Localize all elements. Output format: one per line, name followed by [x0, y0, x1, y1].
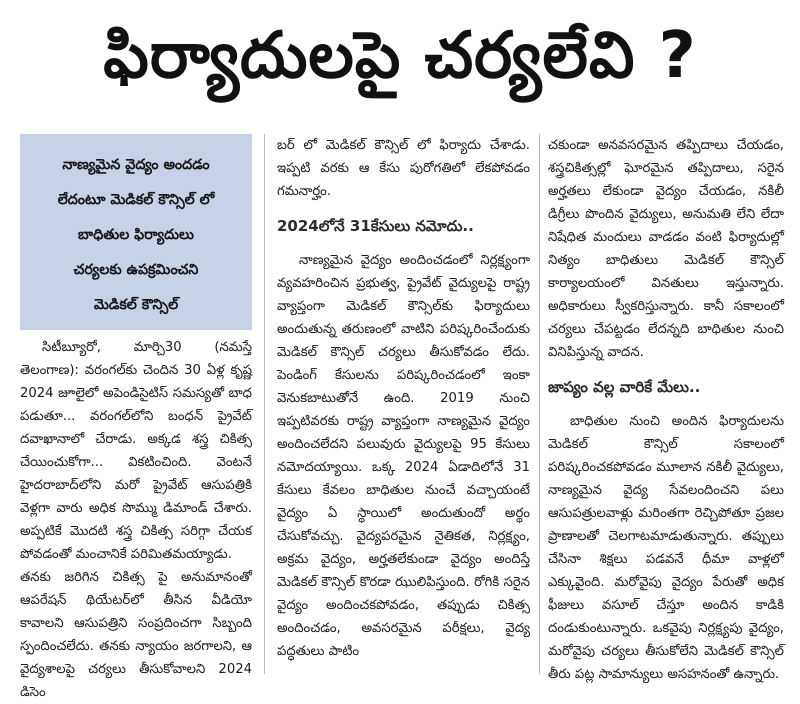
- paragraph: తనకు జరిగిన చికిత్స పై అనుమానంతో ఆపరేషన్ థియేటర్‌లో తీసిన వీడియో కావాలని ఆసుపత్రిని సంప్రదించగా సిబ్బంది స్పందించలేదు. తనకు న్యాయం జరగాలని, ఆ వైద్యశాలపై చర్యలు తీసుకోవాలని 2024 డిసెం: [20, 570, 252, 700]
- column-3: [548, 134, 784, 682]
- column-2: [277, 134, 530, 682]
- highlight-line: నాణ్యమైన వైద్యం అందడం: [62, 157, 210, 173]
- paragraph: సిటీబ్యూరో, మార్చి30 (నమస్తే తెలంగాణ): వరంగల్‌కు చెందిన 30 ఏళ్ల కృష్ణ 2024 జూలైలో అపెండిసైటిస్ సమస్యతో బాధ పడుతూ... వరంగల్‌లోని బంధన్ ప్రైవేట్ దవాఖానాలో చేరాడు. అక్కడ శస్త్ర చికిత్స చేయించుకోగా... వికటించింది. వెంటనే హైదరాబాద్‌లోని మరో ప్రైవేట్ ఆసుపత్రికి వెళ్లగా వారు అధిక సొమ్ము డిమాండ్ చేశారు. అప్పటికే మొదటి శస్త్ర చికిత్స సరిగ్గా చేయక పోవడంతో మంచానికే పరిమితమయ్యాడు.: [20, 340, 252, 562]
- section-heading: జాప్యం వల్ల వారికే మేలు..: [548, 378, 701, 396]
- section-heading: 2024లోనే 31కేసులు నమోదు..: [277, 217, 474, 235]
- paragraph: బాధితుల నుంచి అందిన ఫిర్యాదులను మెడికల్ కౌన్సిల్ సకాలంలో పరిష్కరించకపోవడం మూలాన నకిలీ వైద్యులు, నాణ్యమైన వైద్య సేవలందించని పలు ఆసుపత్రులవాళ్లు మరింతగా రెచ్చిపోతూ ప్రజల ప్రాణాలతో చెలగాటమాడుతున్నారు. తప్పులు చేసినా శిక్షలు పడవనే ధీమా వాళ్లలో ఎక్కువైంది. మరోవైపు వైద్యం పేరుతో అధిక ఫీజులు వసూల్ చేస్తూ అందిన కాడికి దండుకుంటున్నారు. ఒకవైపు నిర్లక్ష్యపు వైద్యం, మరోవైపు చర్యలు తీసుకోలేని మెడికల్ కౌన్సిల్ తీరు పట్ల సామాన్యులు అసహనంతో ఉన్నారు.: [548, 414, 784, 682]
- highlight-line: లేదంటూ మెడికల్ కౌన్సిల్ లో: [57, 192, 215, 208]
- column-divider-1: [264, 134, 265, 674]
- column-1-body: [20, 336, 252, 700]
- highlight-box: [20, 134, 252, 330]
- column-divider-2: [539, 134, 540, 674]
- highlight-line: బాధితుల ఫిర్యాదులు: [78, 227, 194, 243]
- paragraph: నాణ్యమైన వైద్యం అందించడంలో నిర్లక్ష్యంగా వ్యవహరించిన ప్రభుత్వ, ప్రైవేట్ వైద్యులపై రాష్ట్ర వ్యాప్తంగా మెడికల్ కౌన్సిల్‌కు ఫిర్యాదులు అందుతున్న తరుణంలో వాటిని పరిష్కరించేందుకు మెడికల్ కౌన్సిల్ చర్యలు తీసుకోవడం లేదు. పెండింగ్ కేసులను పరిష్కరించడంలో ఇంకా వెనుకబాటుతోనే ఉంది. 2019 నుంచి ఇప్పటివరకు రాష్ట్ర వ్యాప్తంగా నాణ్యమైన వైద్యం అందించలేదని పలువురు వైద్యులపై 95 కేసులు నమోదయ్యాయి. ఒక్క 2024 ఏడాదిలోనే 31 కేసులు కేవలం బాధితుల నుంచే వచ్చాయంటే వైద్యం ఏ స్థాయిలో అందుతుందో అర్థం చేసుకోవచ్చు. వైద్యపరమైన నైతికత, నిర్లక్ష్యం, అక్రమ వైద్యం, అర్హతలేకుండా వైద్యం అందిస్తే మెడికల్ కౌన్సిల్ కొరడా ఝులిపిస్తుంది. రోగికి సరైన వైద్యం అందించకపోవడం, తప్పుడు చికిత్స అందించడం, అవసరమైన పరీక్షలు, వైద్య పద్ధతులు పాటిం: [277, 253, 530, 659]
- highlight-line: మెడికల్ కౌన్సిల్: [93, 297, 179, 313]
- headline: ఫిర్యాదులపై చర్యలేవి ?: [103, 19, 697, 93]
- paragraph: చకుండా అనవసరమైన తప్పిదాలు చేయడం, శస్త్రచికిత్సల్లో ఘోరమైన తప్పిదాలు, సరైన అర్హతలు లేకుండా వైద్యం చేయడం, నకిలీ డిగ్రీలు పొందిన వైద్యులు, అనుమతి లేని లేదా నిషేధిత మందులు వాడడం వంటి ఫిర్యాదుల్లో నిత్యం బాధితులు మెడికల్ కౌన్సిల్ కార్యాలయంలో వినతులు ఇస్తున్నారు. అధికారులు స్వీకరిస్తున్నారు. కానీ సకాలంలో చర్యలు చేపట్టడం లేదన్నది బాధితుల నుంచి వినిపిస్తున్న వాదన.: [548, 138, 784, 360]
- column-1: [20, 134, 252, 700]
- highlight-line: చర్యలకు ఉపక్రమించని: [73, 262, 199, 278]
- paragraph: బర్ లో మెడికల్ కౌన్సిల్ లో ఫిర్యాదు చేశాడు. ఇప్పటి వరకు ఆ కేసు పురోగతిలో లేకపోవడం గమనార్హం.: [277, 138, 530, 199]
